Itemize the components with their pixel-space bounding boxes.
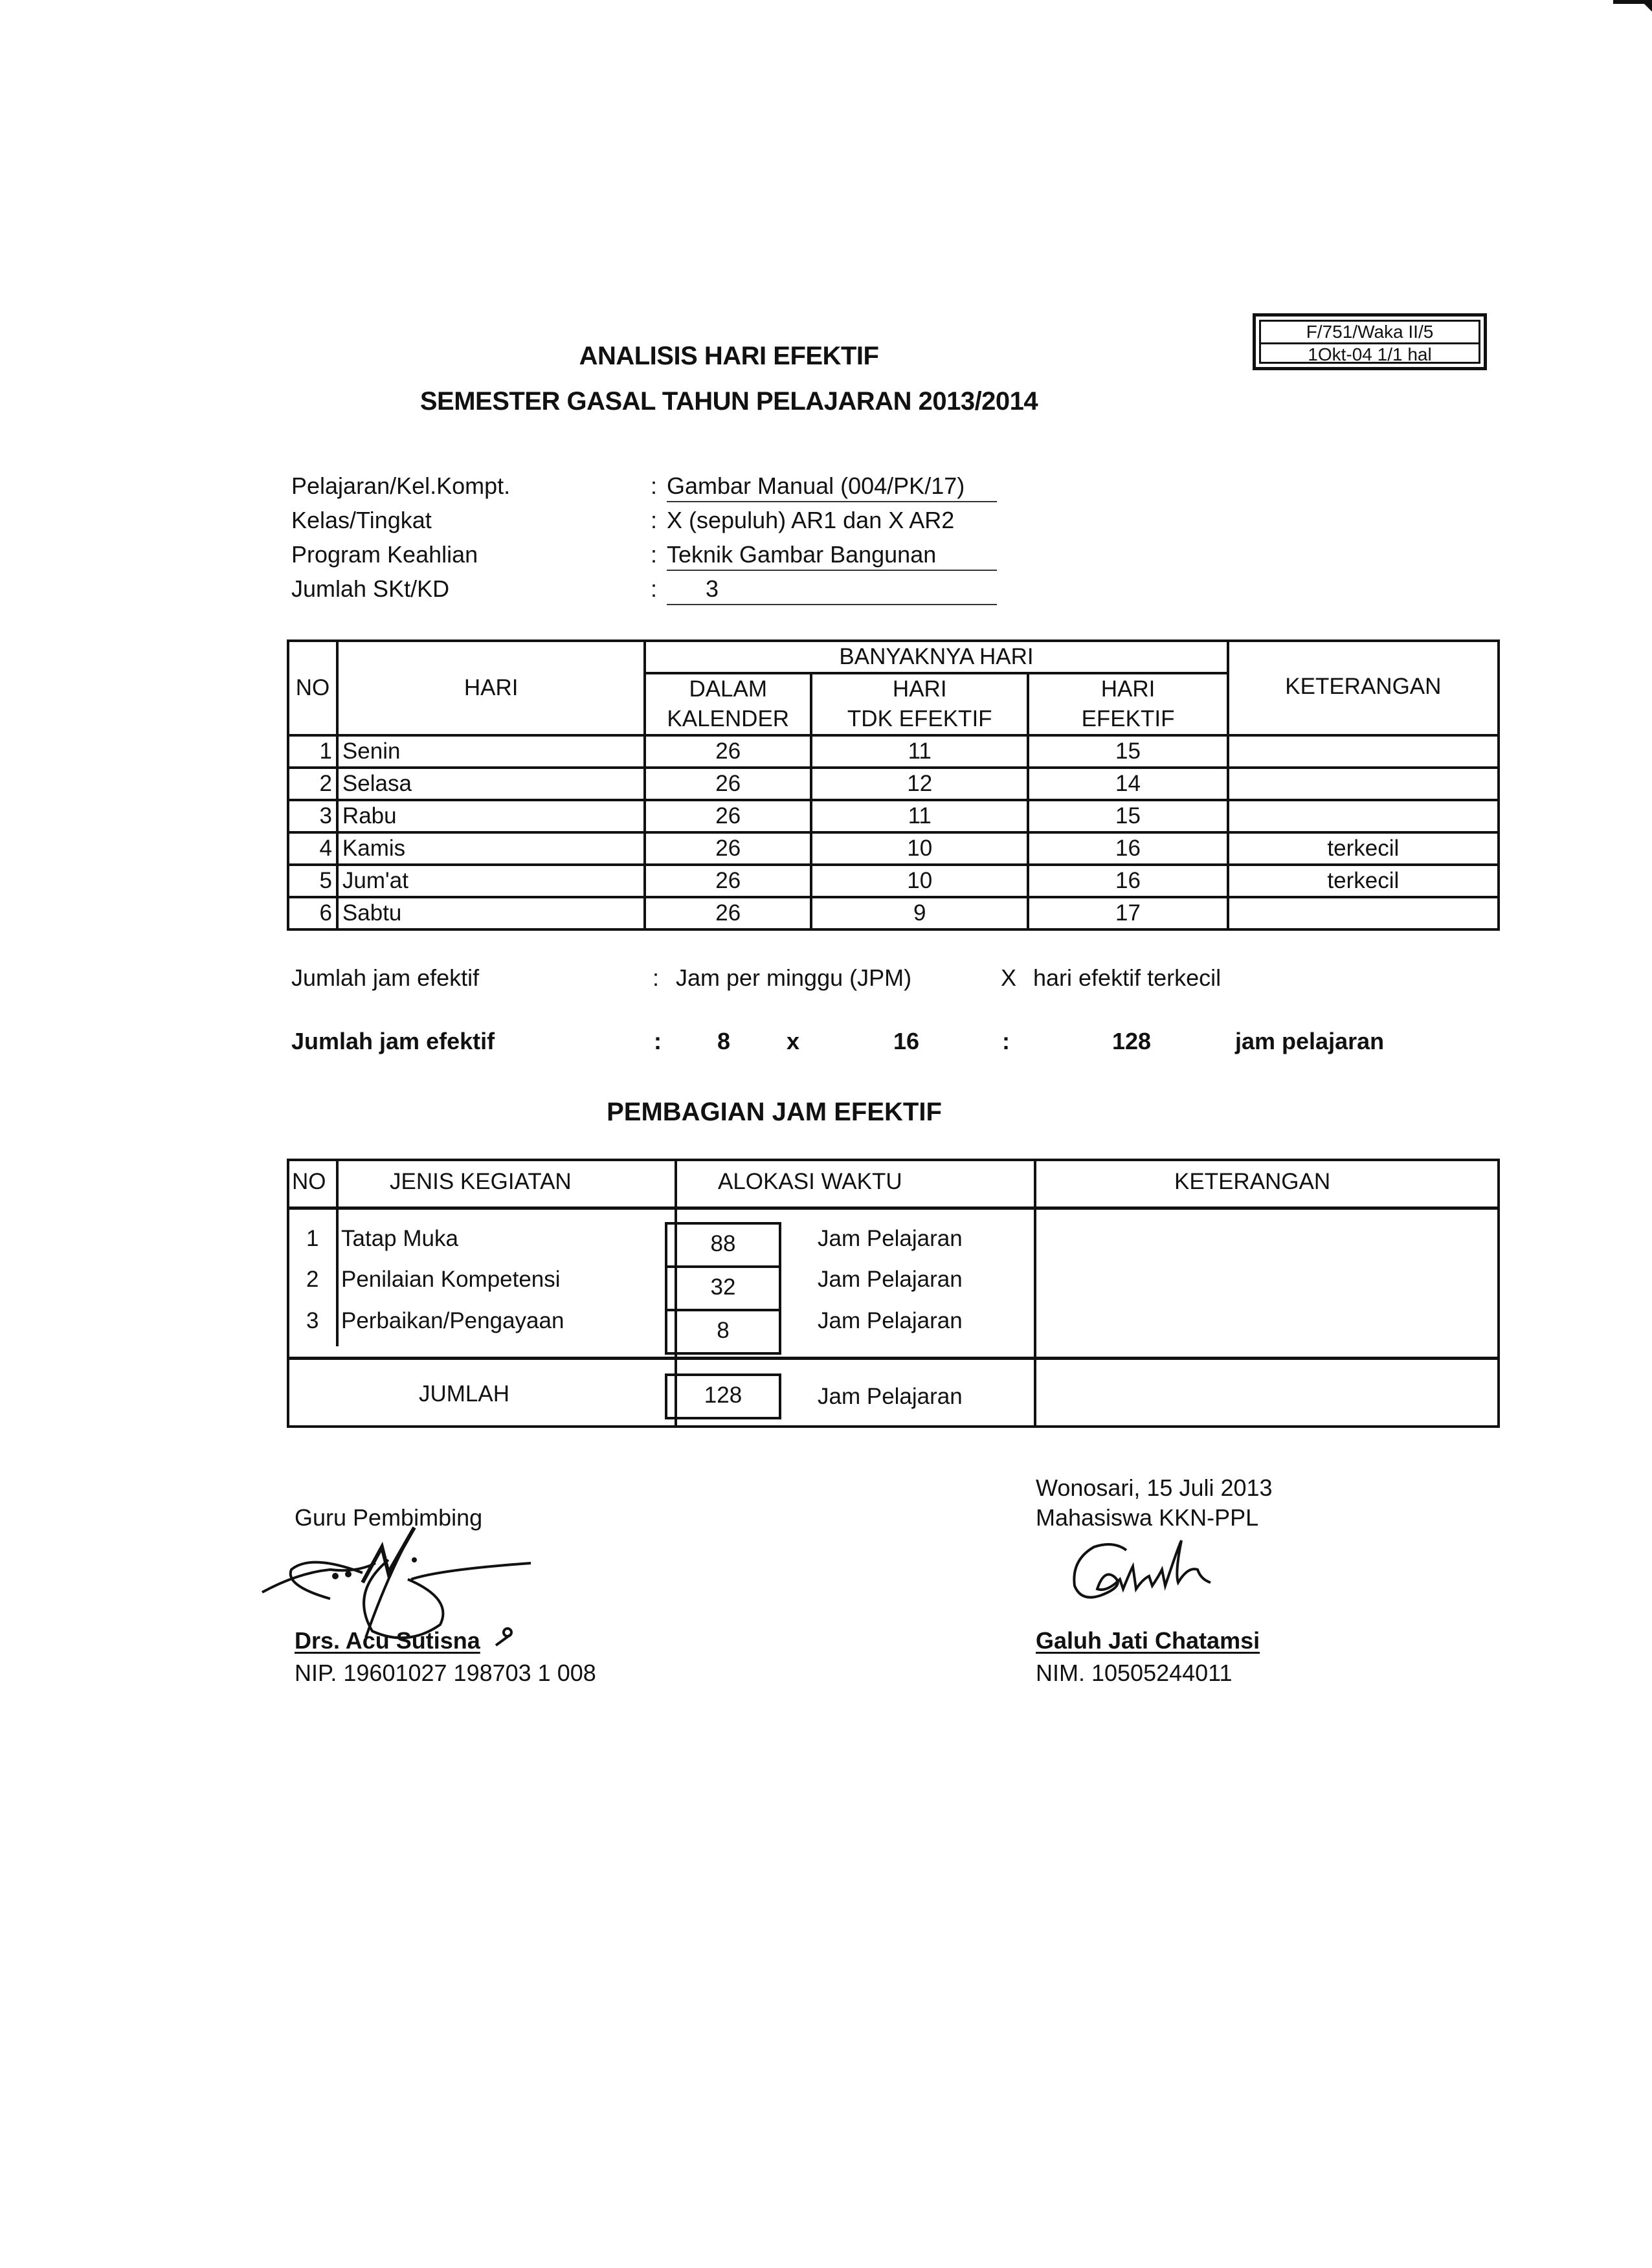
header-no: NO	[292, 1169, 326, 1194]
cell-kalender: 26	[645, 800, 811, 832]
result-colon: :	[654, 1028, 662, 1054]
cell-keterangan	[1228, 735, 1499, 768]
cell-kalender: 26	[645, 865, 811, 897]
place-date: Wonosari, 15 Juli 2013	[1036, 1474, 1273, 1501]
cell-efektif: 15	[1028, 735, 1227, 768]
formula-term-jpm: Jam per minggu (JPM)	[676, 964, 912, 991]
allocation-hours: 32	[667, 1265, 779, 1309]
info-colon: :	[651, 507, 658, 533]
header-line: DALAM	[689, 676, 768, 702]
allocation-hours: 8	[667, 1309, 779, 1352]
info-label: Program Keahlian	[291, 541, 478, 568]
cell-keterangan: terkecil	[1228, 865, 1499, 897]
result-days: 16	[893, 1028, 920, 1054]
result-jpm: 8	[717, 1028, 731, 1054]
info-label: Pelajaran/Kel.Kompt.	[291, 472, 511, 499]
row-no: 1	[306, 1226, 319, 1251]
result-equals: :	[1002, 1028, 1010, 1054]
cell-hari: Jum'at	[337, 865, 645, 897]
result-operator: x	[787, 1028, 800, 1054]
row-jenis: Penilaian Kompetensi	[341, 1267, 561, 1292]
student-signature-icon	[1068, 1540, 1243, 1605]
header-hari-tdk-efektif	[811, 673, 1028, 735]
total-hours-box	[665, 1373, 781, 1419]
scan-corner-mark	[1613, 0, 1652, 18]
cell-hari: Kamis	[337, 832, 645, 865]
cell-kalender: 26	[645, 897, 811, 929]
result-total: 128	[1112, 1028, 1152, 1054]
teacher-role: Guru Pembimbing	[295, 1504, 483, 1531]
formula-label: Jumlah jam efektif	[291, 964, 480, 991]
cell-no: 3	[288, 800, 337, 832]
header-line: TDK EFEKTIF	[847, 706, 992, 731]
header-keterangan: KETERANGAN	[1228, 641, 1499, 735]
total-unit: Jam Pelajaran	[818, 1384, 963, 1409]
header-line: HARI	[892, 676, 947, 702]
student-nim: NIM. 10505244011	[1036, 1660, 1233, 1686]
cell-tdk-efektif: 12	[811, 768, 1028, 800]
cell-efektif: 14	[1028, 768, 1227, 800]
cell-efektif: 16	[1028, 865, 1227, 897]
cell-keterangan	[1228, 800, 1499, 832]
cell-tdk-efektif: 10	[811, 832, 1028, 865]
cell-kalender: 26	[645, 832, 811, 865]
allocation-table	[287, 1159, 1500, 1428]
result-label: Jumlah jam efektif	[291, 1028, 495, 1054]
info-colon: :	[651, 472, 658, 499]
header-line: EFEKTIF	[1081, 706, 1175, 731]
grid-line	[289, 1206, 1497, 1210]
total-hours: 128	[704, 1383, 742, 1408]
formula-operator: X	[1001, 964, 1017, 991]
cell-keterangan	[1228, 897, 1499, 929]
cell-no: 4	[288, 832, 337, 865]
info-value: X (sepuluh) AR1 dan X AR2	[667, 507, 955, 533]
days-table	[287, 639, 1500, 931]
student-name-block	[1036, 1626, 1260, 1656]
cell-efektif: 16	[1028, 832, 1227, 865]
info-value: Gambar Manual (004/PK/17)	[667, 472, 997, 502]
cell-no: 2	[288, 768, 337, 800]
table-row	[288, 832, 1499, 865]
header-hari-efektif	[1028, 673, 1227, 735]
document-subtitle: SEMESTER GASAL TAHUN PELAJARAN 2013/2014	[419, 387, 1038, 416]
cell-tdk-efektif: 10	[811, 865, 1028, 897]
table-row	[288, 768, 1499, 800]
info-value: 3	[667, 575, 997, 605]
row-jenis: Perbaikan/Pengayaan	[341, 1308, 564, 1333]
cell-keterangan	[1228, 768, 1499, 800]
grid-line	[289, 1357, 1497, 1360]
student-role: Mahasiswa KKN-PPL	[1036, 1504, 1259, 1531]
header-no: NO	[288, 641, 337, 735]
cell-no: 1	[288, 735, 337, 768]
cell-hari: Rabu	[337, 800, 645, 832]
days-table-header-row	[288, 641, 1499, 673]
document-title: ANALISIS HARI EFEKTIF	[579, 342, 879, 370]
student-name: Galuh Jati Chatamsi	[1036, 1627, 1260, 1654]
cell-kalender: 26	[645, 735, 811, 768]
cell-efektif: 17	[1028, 897, 1227, 929]
row-unit: Jam Pelajaran	[818, 1308, 963, 1333]
table-row	[288, 735, 1499, 768]
form-code-number: F/751/Waka II/5	[1306, 322, 1434, 342]
info-value: Teknik Gambar Bangunan	[667, 541, 997, 571]
header-line: KALENDER	[667, 706, 790, 731]
header-keterangan: KETERANGAN	[1174, 1169, 1331, 1194]
allocation-hours-box	[665, 1222, 781, 1355]
info-label: Kelas/Tingkat	[291, 507, 432, 533]
cell-no: 5	[288, 865, 337, 897]
cell-tdk-efektif: 9	[811, 897, 1028, 929]
total-label: JUMLAH	[419, 1381, 510, 1406]
cell-kalender: 26	[645, 768, 811, 800]
row-unit: Jam Pelajaran	[818, 1226, 963, 1251]
form-code-revision: 1Okt-04 1/1 hal	[1261, 342, 1479, 365]
cell-tdk-efektif: 11	[811, 735, 1028, 768]
initial-mark-icon	[493, 1626, 517, 1649]
cell-efektif: 15	[1028, 800, 1227, 832]
row-jenis: Tatap Muka	[341, 1226, 458, 1251]
table-row	[288, 865, 1499, 897]
header-dalam-kalender	[645, 673, 811, 735]
formula-colon: :	[653, 964, 660, 991]
formula-term-hari: hari efektif terkecil	[1033, 964, 1222, 991]
header-jenis-kegiatan: JENIS KEGIATAN	[390, 1169, 572, 1194]
cell-no: 6	[288, 897, 337, 929]
cell-keterangan: terkecil	[1228, 832, 1499, 865]
row-no: 3	[306, 1308, 319, 1333]
table-row	[288, 800, 1499, 832]
cell-tdk-efektif: 11	[811, 800, 1028, 832]
header-alokasi-waktu: ALOKASI WAKTU	[718, 1169, 902, 1194]
row-unit: Jam Pelajaran	[818, 1267, 963, 1292]
cell-hari: Selasa	[337, 768, 645, 800]
result-unit: jam pelajaran	[1235, 1028, 1385, 1054]
table-row	[288, 897, 1499, 929]
info-colon: :	[651, 575, 658, 602]
row-no: 2	[306, 1267, 319, 1292]
allocation-hours: 88	[710, 1231, 736, 1256]
teacher-nip: NIP. 19601027 198703 1 008	[295, 1660, 596, 1686]
cell-hari: Sabtu	[337, 897, 645, 929]
info-colon: :	[651, 541, 658, 568]
teacher-name-block	[295, 1626, 517, 1656]
grid-line	[1034, 1161, 1036, 1425]
info-label: Jumlah SKt/KD	[291, 575, 450, 602]
allocation-title: PEMBAGIAN JAM EFEKTIF	[607, 1098, 942, 1126]
cell-hari: Senin	[337, 735, 645, 768]
teacher-name: Drs. Acu Sutisna	[295, 1627, 480, 1654]
header-hari: HARI	[337, 641, 645, 735]
header-line: HARI	[1100, 676, 1155, 702]
header-banyaknya-hari: BANYAKNYA HARI	[645, 641, 1227, 673]
grid-line	[336, 1161, 339, 1346]
